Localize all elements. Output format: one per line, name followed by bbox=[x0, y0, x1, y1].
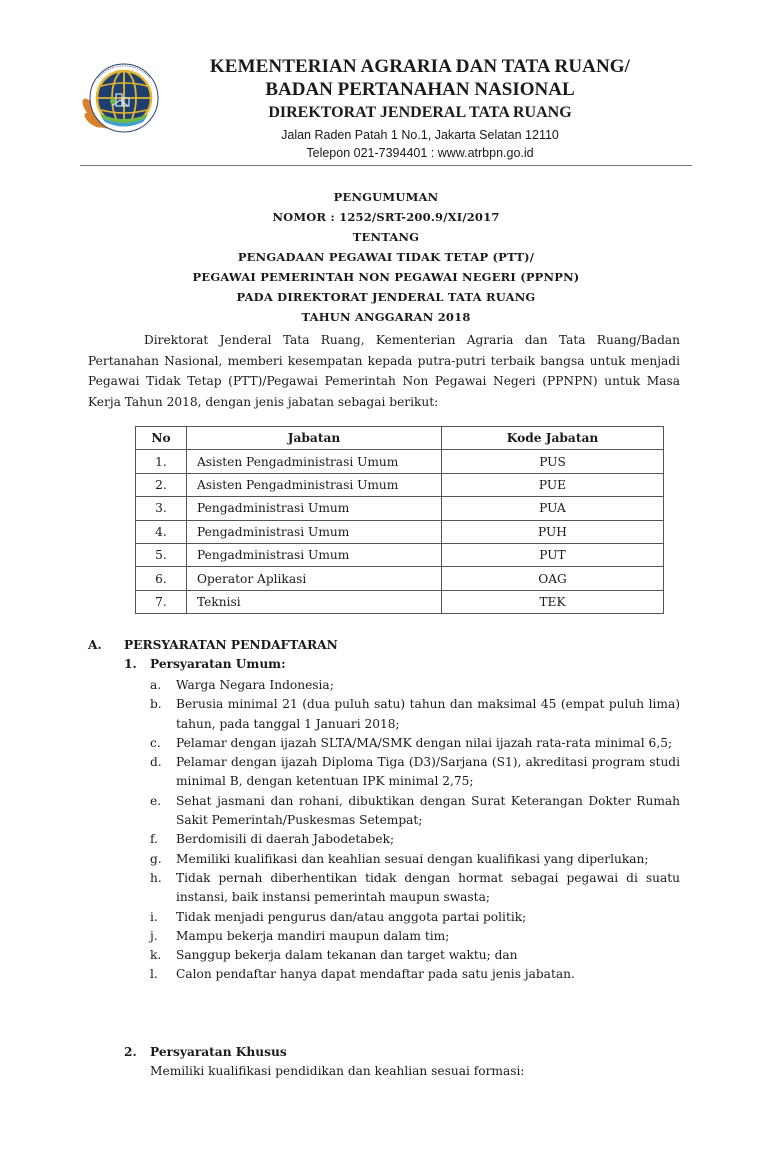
row-jabatan: Pengadministrasi Umum bbox=[187, 520, 442, 543]
intro-paragraph bbox=[88, 330, 680, 412]
table-row bbox=[136, 473, 664, 496]
announcement-number: NOMOR : 1252/SRT-200.9/XI/2017 bbox=[272, 210, 500, 224]
list-item bbox=[150, 908, 680, 927]
row-kode: PUH bbox=[442, 520, 664, 543]
letterhead-divider bbox=[80, 165, 692, 166]
subsection-2-title: Persyaratan Khusus bbox=[150, 1045, 287, 1059]
list-item-text: Sanggup bekerja dalam tekanan dan target waktu; dan bbox=[176, 948, 518, 963]
list-item-label: g. bbox=[150, 851, 162, 866]
list-item-text: Tidak pernah diberhentikan tidak dengan hormat sebagai pegawai di suatu instansi, baik instansi pemerintah maupun swasta; bbox=[176, 870, 680, 905]
ministry-globe-emblem-icon bbox=[76, 58, 166, 138]
row-kode: OAG bbox=[442, 567, 664, 590]
list-item bbox=[150, 734, 680, 753]
header-no: No bbox=[136, 427, 187, 450]
announcement-fiscal-year: TAHUN ANGGARAN 2018 bbox=[301, 310, 471, 324]
letterhead-address: Jalan Raden Patah 1 No.1, Jakarta Selatan 12110 bbox=[281, 128, 559, 142]
row-kode: PUS bbox=[442, 450, 664, 473]
announcement-subject-line1: PENGADAAN PEGAWAI TIDAK TETAP (PTT)/ bbox=[237, 250, 535, 264]
table-row bbox=[136, 567, 664, 590]
subsection-2-number: 2. bbox=[124, 1045, 137, 1059]
table-row bbox=[136, 590, 664, 613]
announcement-subject-line2: PEGAWAI PEMERINTAH NON PEGAWAI NEGERI (PPNPN) bbox=[192, 270, 580, 284]
list-item bbox=[150, 869, 680, 908]
ministry-name-line1: KEMENTERIAN AGRARIA DAN TATA RUANG/ bbox=[209, 56, 631, 77]
positions-table bbox=[135, 426, 664, 614]
list-item-label: l. bbox=[150, 967, 158, 982]
row-no: 5. bbox=[136, 543, 187, 566]
announcement-about: TENTANG bbox=[352, 230, 420, 244]
list-item-label: d. bbox=[150, 755, 162, 770]
row-kode: PUT bbox=[442, 543, 664, 566]
table-row bbox=[136, 543, 664, 566]
row-jabatan: Asisten Pengadministrasi Umum bbox=[187, 473, 442, 496]
announcement-heading: PENGUMUMAN bbox=[333, 190, 439, 204]
list-item-label: k. bbox=[150, 948, 162, 963]
row-no: 7. bbox=[136, 590, 187, 613]
list-item-text: Berdomisili di daerah Jabodetabek; bbox=[176, 832, 395, 847]
section-a-title: PERSYARATAN PENDAFTARAN bbox=[124, 638, 338, 652]
row-jabatan: Teknisi bbox=[187, 590, 442, 613]
row-no: 6. bbox=[136, 567, 187, 590]
list-item bbox=[150, 830, 680, 849]
list-item bbox=[150, 946, 680, 965]
directorate-name: DIREKTORAT JENDERAL TATA RUANG bbox=[268, 104, 572, 121]
row-kode: TEK bbox=[442, 590, 664, 613]
list-item-text: Memiliki kualifikasi dan keahlian sesuai dengan kualifikasi yang diperlukan; bbox=[176, 851, 649, 866]
letterhead-contact: Telepon 021-7394401 : www.atrbpn.go.id bbox=[306, 146, 534, 160]
list-item-label: c. bbox=[150, 735, 161, 750]
list-item-label: j. bbox=[150, 928, 158, 943]
list-item bbox=[150, 676, 680, 695]
row-kode: PUE bbox=[442, 473, 664, 496]
row-no: 3. bbox=[136, 497, 187, 520]
row-no: 2. bbox=[136, 473, 187, 496]
header-jabatan: Jabatan bbox=[187, 427, 442, 450]
row-kode: PUA bbox=[442, 497, 664, 520]
row-jabatan: Pengadministrasi Umum bbox=[187, 543, 442, 566]
list-item-text: Pelamar dengan ijazah Diploma Tiga (D3)/Sarjana (S1), akreditasi program studi minimal B, dengan ketentuan IPK minimal 2,75; bbox=[176, 755, 680, 789]
row-jabatan: Operator Aplikasi bbox=[187, 567, 442, 590]
row-jabatan: Pengadministrasi Umum bbox=[187, 497, 442, 520]
list-item-label: i. bbox=[150, 909, 158, 924]
list-item bbox=[150, 850, 680, 869]
list-item bbox=[150, 792, 680, 831]
list-item-text: Mampu bekerja mandiri maupun dalam tim; bbox=[176, 928, 450, 943]
list-item-text: Sehat jasmani dan rohani, dibuktikan dengan Surat Keterangan Dokter Rumah Sakit Pemerintah/Puskesmas Setempat; bbox=[176, 793, 680, 828]
table-row bbox=[136, 450, 664, 473]
ministry-name-line2: BADAN PERTANAHAN NASIONAL bbox=[265, 79, 575, 100]
table-row bbox=[136, 497, 664, 520]
special-requirements-text: Memiliki kualifikasi pendidikan dan keahlian sesuai formasi: bbox=[150, 1064, 525, 1078]
list-item-text: Tidak menjadi pengurus dan/atau anggota partai politik; bbox=[176, 909, 527, 924]
list-item-text: Berusia minimal 21 (dua puluh satu) tahun dan maksimal 45 (empat puluh lima) tahun, pada tanggal 1 Januari 2018; bbox=[176, 697, 680, 731]
list-item-label: e. bbox=[150, 793, 162, 808]
list-item-label: h. bbox=[150, 870, 162, 885]
announcement-subject-line3: PADA DIREKTORAT JENDERAL TATA RUANG bbox=[236, 290, 536, 304]
table-row bbox=[136, 520, 664, 543]
list-item bbox=[150, 965, 680, 984]
list-item-text: Warga Negara Indonesia; bbox=[176, 678, 334, 692]
list-item bbox=[150, 695, 680, 734]
intro-paragraph-text: Direktorat Jenderal Tata Ruang, Kementerian Agraria dan Tata Ruang/Badan Pertanahan Nasional, memberi kesempatan kepada putra-putri terbaik bangsa untuk menjadi Pegawai Tidak Tetap (PTT)/Pegawai Pemerintah Non Pegawai Negeri (PPNPN) untuk Masa Kerja Tahun 2018, dengan jenis jabatan sebagai berikut: bbox=[88, 333, 680, 409]
general-requirements-list bbox=[150, 676, 680, 985]
list-item-label: a. bbox=[150, 678, 162, 692]
table-header-row bbox=[136, 427, 664, 450]
subsection-1-title: Persyaratan Umum: bbox=[150, 657, 286, 671]
row-jabatan: Asisten Pengadministrasi Umum bbox=[187, 450, 442, 473]
list-item-text: Pelamar dengan ijazah SLTA/MA/SMK dengan nilai ijazah rata-rata minimal 6,5; bbox=[176, 735, 673, 750]
header-kode-jabatan: Kode Jabatan bbox=[442, 427, 664, 450]
section-a-letter: A. bbox=[88, 638, 102, 652]
list-item bbox=[150, 753, 680, 792]
list-item-label: b. bbox=[150, 697, 162, 712]
list-item-text: Calon pendaftar hanya dapat mendaftar pada satu jenis jabatan. bbox=[176, 967, 575, 982]
list-item-label: f. bbox=[150, 832, 158, 847]
subsection-1-number: 1. bbox=[124, 657, 137, 671]
row-no: 4. bbox=[136, 520, 187, 543]
row-no: 1. bbox=[136, 450, 187, 473]
list-item bbox=[150, 927, 680, 946]
